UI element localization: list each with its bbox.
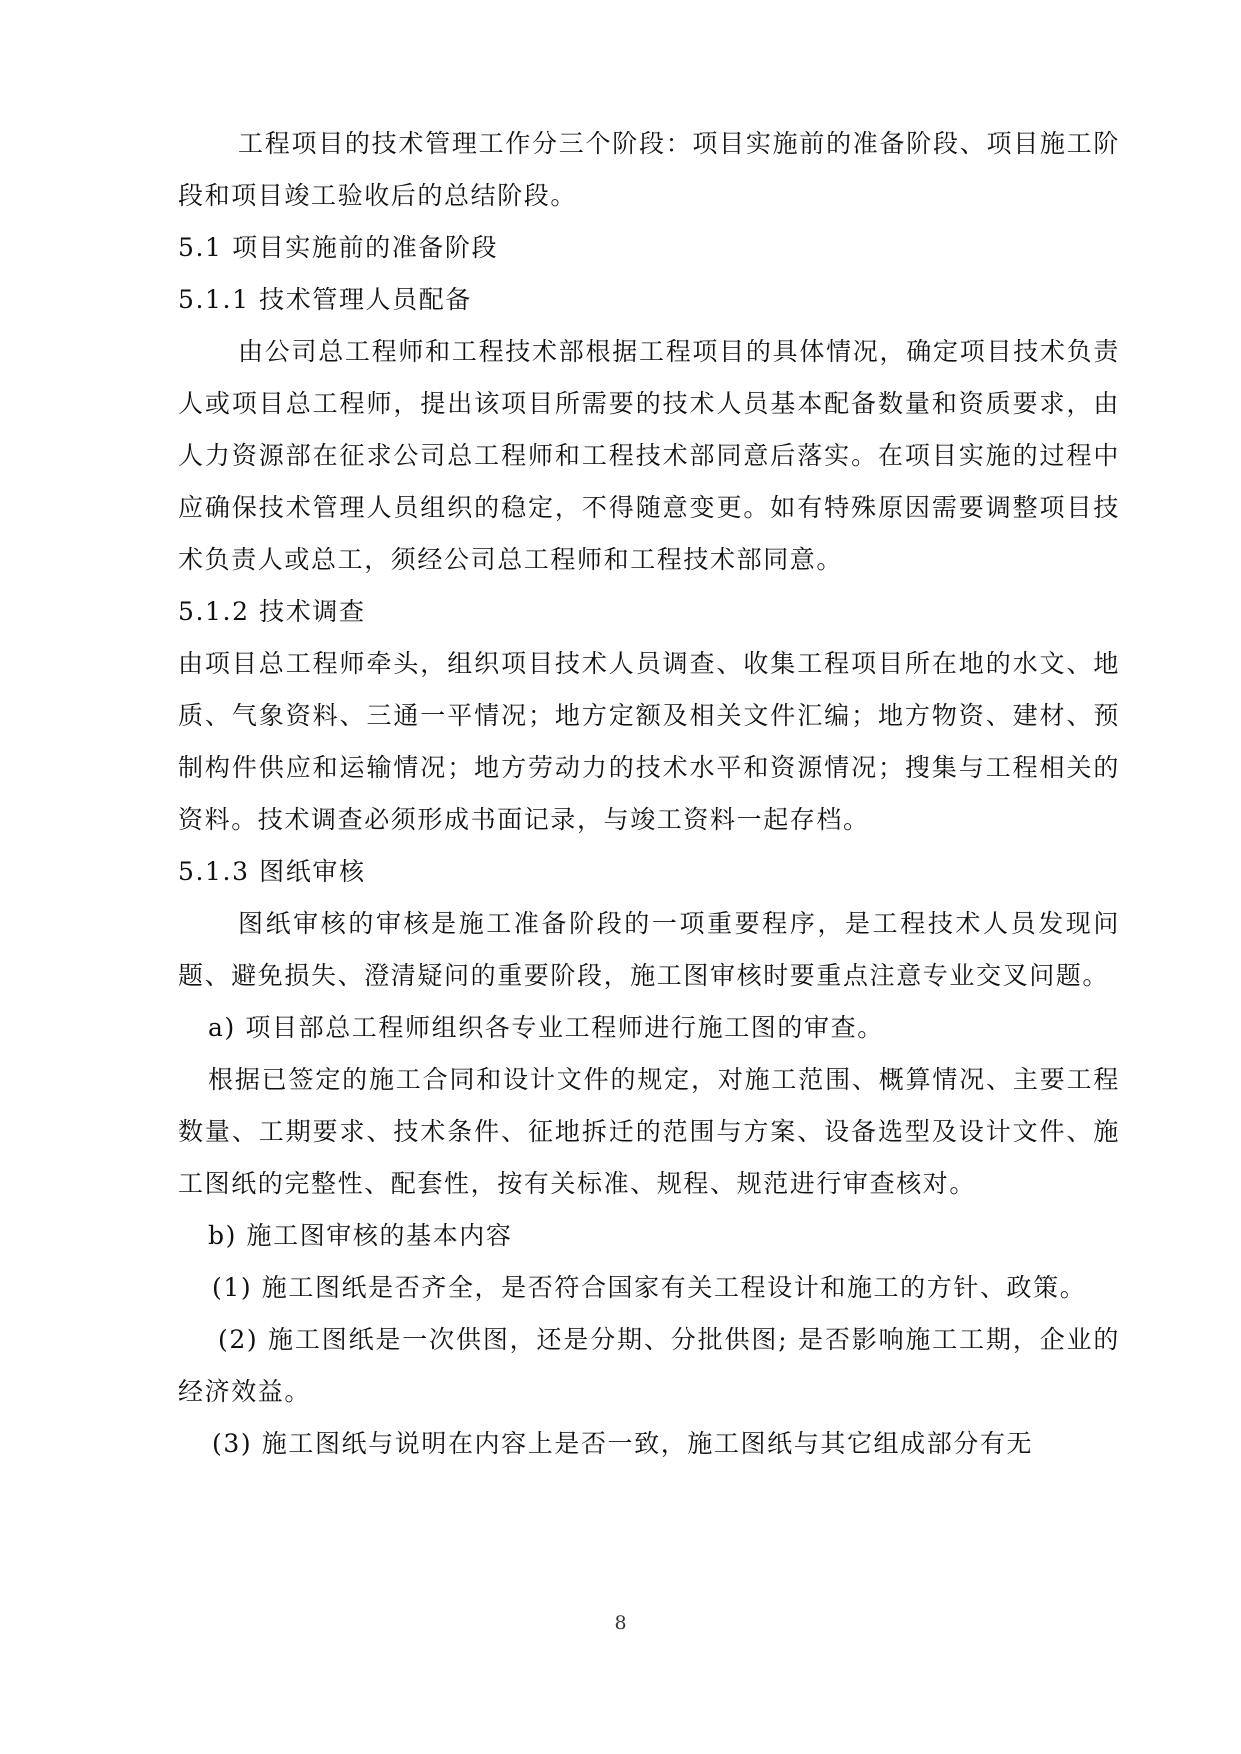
paragraph-intro: 工程项目的技术管理工作分三个阶段：项目实施前的准备阶段、项目施工阶段和项目竣工验收后的总结阶段。 — [178, 129, 1120, 210]
item-a: a) 项目部总工程师组织各专业工程师进行施工图的审查。 — [208, 1013, 884, 1042]
subsection-heading-5-1-3: 5.1.3 图纸审核 — [178, 857, 366, 886]
subsection-heading-5-1-1: 5.1.1 技术管理人员配备 — [178, 285, 472, 314]
page-number: 8 — [614, 1612, 627, 1634]
paragraph-review-basis: 根据已签定的施工合同和设计文件的规定，对施工范围、概算情况、主要工程数量、工期要求、技术条件、征地拆迁的范围与方案、设备选型及设计文件、施工图纸的完整性、配套性，按有关标准、规程、规范进行审查核对。 — [178, 1065, 1120, 1198]
subsection-heading-5-1-2: 5.1.2 技术调查 — [178, 597, 366, 626]
list-item-3: (3) 施工图纸与说明在内容上是否一致，施工图纸与其它组成部分有无 — [212, 1429, 1034, 1458]
paragraph-staffing: 由公司总工程师和工程技术部根据工程项目的具体情况，确定项目技术负责人或项目总工程师，提出该项目所需要的技术人员基本配备数量和资质要求，由人力资源部在征求公司总工程师和工程技术部同意后落实。在项目实施的过程中应确保技术管理人员组织的稳定，不得随意变更。如有特殊原因需要调整项目技术负责人或总工，须经公司总工程师和工程技术部同意。 — [178, 337, 1120, 574]
item-b: b) 施工图审核的基本内容 — [208, 1221, 513, 1250]
paragraph-survey: 由项目总工程师牵头，组织项目技术人员调查、收集工程项目所在地的水文、地质、气象资料、三通一平情况；地方定额及相关文件汇编；地方物资、建材、预制构件供应和运输情况；地方劳动力的技术水平和资源情况；搜集与工程相关的 资料。技术调查必须形成书面记录，与竣工资料一起存档。 — [178, 649, 1120, 834]
list-item-2: (2) 施工图纸是一次供图，还是分期、分批供图; 是否影响施工工期，企业的经济效益。 — [178, 1325, 1120, 1406]
paragraph-drawing-review: 图纸审核的审核是施工准备阶段的一项重要程序，是工程技术人员发现问题、避免损失、澄清疑问的重要阶段，施工图审核时要重点注意专业交叉问题。 — [178, 909, 1120, 990]
list-item-1: (1) 施工图纸是否齐全，是否符合国家有关工程设计和施工的方针、政策。 — [212, 1273, 1087, 1302]
body-text — [178, 118, 1120, 1470]
section-heading-5-1: 5.1 项目实施前的准备阶段 — [178, 233, 499, 262]
